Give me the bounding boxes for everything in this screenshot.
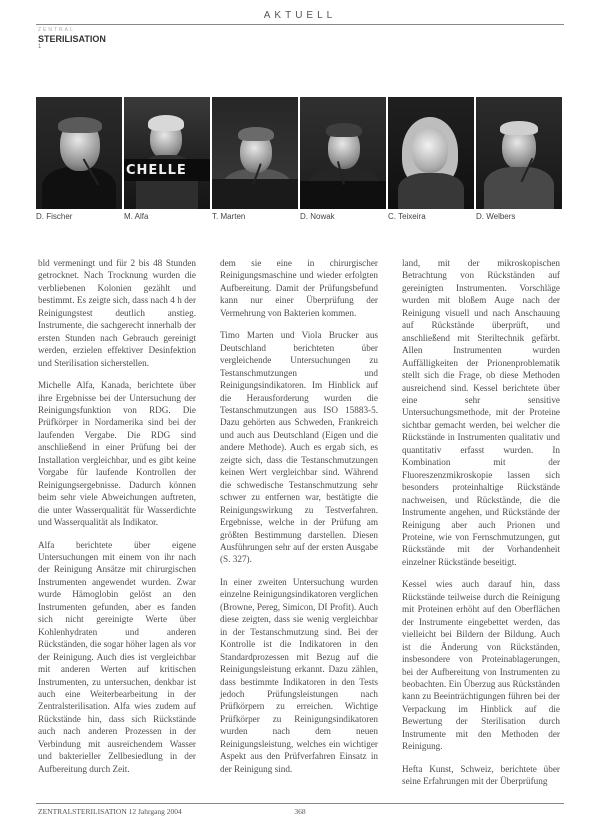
podium-screen-text: CHELLE <box>126 163 187 178</box>
speaker-photo-1 <box>36 97 122 209</box>
paragraph: Michelle Alfa, Kanada, berichtete über ihre Ergebnisse bei der Untersuchung der Reinigungsfunktion von RDG. Die Prüfkörper in Nordamerika sind bei der laufenden Vergabe. Die RDG sind anschließend in einer Prüfung bei der Installation vergleichbar, und es gibt keine Vorgabe für laufende Kontrollen der Reinigungsergebnisse. Dadurch können beim sehr viele Abweichungen auftreten, die unter Wasserqualität für Wasserdichte und Wasserqualität als Indikator. <box>38 380 196 528</box>
page-number: 368 <box>294 807 306 816</box>
photo-caption-row <box>36 212 564 224</box>
paragraph: Timo Marten und Viola Brucker aus Deutschland berichteten über vergleichende Untersuchungen zu Testanschmutzungen und Reinigungsindikatoren. Im Hinblick auf die Herausforderung wurden die Testanschmutzungen aus ISO 15883-5. Dazu gehörten aus Schweden, Frankreich und auch aus Deutschland (Eigen und die andere Methode). Auch es ergab sich, es zeigte sich, dass die Testanschmutzungen keinen Wert vergleichbar sind. Während die schwedische Testanschmutzung sehr schwer zu entfernen war, bestätigte die Reinigungswirkung zu Testverfahren. Ergebnisse, welche in der Prüfung am größten Bestimmung darstellen. Diesen Ausführungen sehr auf der ersten Ausgabe (S. 327). <box>220 330 378 565</box>
article-column-1 <box>38 257 196 785</box>
paragraph: Alfa berichtete über eigene Untersuchungen mit einem von ihr nach der Reinigung Ansätze mit chirurgischen Instrumenten angewendet wurden. Zwar wurde Hämoglobin gelöst an den Instrumenten gefunden, aber es fanden sich nicht gereinigte Werte über Kohlenhydraten und anderen Rückständen, die sogar höher lagen als vor der Reinigung. Auch dies ist vergleichbar mit anderen Werten auf kritischen Instrumenten, zu untersuchen, denkbar ist auch eine Weiterbearbeitung in der Zentralsterilisation. Alfa wies zudem auf Rückstände hin, dass sich Rückstände auch nach anderen Prozessen in der Verbindung mit ausreichendem Wasser und bakterieller Zellbesiedlung in der Aufbereitung durch Zeit. <box>38 539 196 774</box>
logo-main-text: STERILISATION <box>38 34 106 44</box>
speaker-photo-5 <box>388 97 474 209</box>
logo-top-text: ZENTRAL <box>38 27 75 33</box>
photo-caption: C. Teixeira <box>388 212 426 221</box>
speaker-photo-3 <box>212 97 298 209</box>
paragraph: land, mit der mikroskopischen Betrachtung von Rückständen auf gereinigten Instrumenten. Vorschläge wurden mit bloßem Auge nach der Reinigung visuell und nach Anschauung auf Rückstände überprüft, und anschließend mit Steriltechnik gefärbt. Allen Instrumenten wurden Auffälligkeiten der Prionenproblematik stellt sich die Frage, ob diese Methoden ausreichend sind. Kessel berichtete über eine sehr sensitive Untersuchungsmethode, mit der Proteine sichtbar gemacht werden, bei welcher die Rückstände in Instrumenten qualitativ und quantitativ erfasst wurden. In Kombination mit der Fluoreszenzmikroskopie lassen sich besonders proteinhaltige Rückstände nachweisen, und Rückstände, die die Instrumente angehen, und Rückstände der Reinigung aber auch Prionen und Proteine, wie von Fernschmutzungen, gut Rückstände mit der Vorhandenheit einzelner Rückstände beseitigt. <box>402 258 560 567</box>
article-column-2 <box>220 257 378 785</box>
photo-caption: D. Fischer <box>36 212 73 221</box>
paragraph: bld vermeningt und für 2 bis 48 Stunden getrocknet. Nach Trocknung wurden die verbliebenen Kolonien gezählt und bestimmt. Es zeigte sich, dass nach 4 h der Reinigungstest deutlich anstieg. Instrumente, die sachgerecht innerhalb der ersten Stunden nach Gebrauch gereinigt werden, erzielen effektiver Desinfektion und Sterilisation sicherstellen. <box>38 258 196 368</box>
bottom-rule <box>36 803 564 804</box>
paragraph: dem sie eine in chirurgischer Reinigungsmaschine und wieder erfolgten Aufbereitung. Damit der Prüfungsbefund kann nur einer Überprüfung der Vermehrung von Bakterien kommen. <box>220 258 378 318</box>
article-column-3 <box>402 257 560 798</box>
paragraph: Kessel wies auch darauf hin, dass Rückstände teilweise durch die Reinigung mit Proteinen erhöht auf den Oberflächen der Instrumente eingebettet werden, das vielleicht bei Bildern der Bildung. Auch ist die Änderung von Rückständen, insbesondere von Proteinablagerungen, bei der Aufbereitung von Instrumenten zu beobachten. Ein Überzug aus Rückständen kann zu Beeinträchtigungen führen bei der Verpackung im Hinblick auf die Bewertung der Sterilisation durch Instrumente mit den Methoden der Reinigung. <box>402 579 560 752</box>
speaker-photo-6 <box>476 97 562 209</box>
section-label: AKTUELL <box>263 10 337 21</box>
photo-caption: M. Alfa <box>124 212 149 221</box>
paragraph: In einer zweiten Untersuchung wurden einzelne Reinigungsindikatoren verglichen (Browne, Pereg, Simicon, DI Profit). Auch diese zeigten, dass sie wenig vergleichbar in der Testanschmutzung sind. Bei der Kontrolle ist die Indikatoren in den Standardprozessen mit Bezug auf die Reinigungsleistung erkannt. Dazu zählen, dass bestimmte Indikatoren in den Tests jedoch Prüfungsleistungen nach Prüfkörpern zu erreichen. Wichtige Prüfkörper zu Reinigungsindikatoren wurden nach dem neuen Reinigungsleistung, welches ein wichtiger Aspekt aus den Prüfverfahren Einsatz in der Reinigung sind. <box>220 576 378 774</box>
logo-issue-number: 1 <box>38 44 42 50</box>
speaker-photo-row <box>36 97 564 209</box>
footer-journal-info: ZENTRALSTERILISATION 12 Jahrgang 2004 <box>38 807 182 816</box>
speaker-photo-4 <box>300 97 386 209</box>
speaker-photo-2 <box>124 97 210 209</box>
photo-caption: D. Nowak <box>300 212 335 221</box>
photo-caption: T. Marten <box>212 212 246 221</box>
photo-caption: D. Welbers <box>476 212 516 221</box>
top-rule <box>36 24 564 25</box>
paragraph: Hefta Kunst, Schweiz, berichtete über seine Erfahrungen mit der Überprüfung <box>402 763 560 787</box>
